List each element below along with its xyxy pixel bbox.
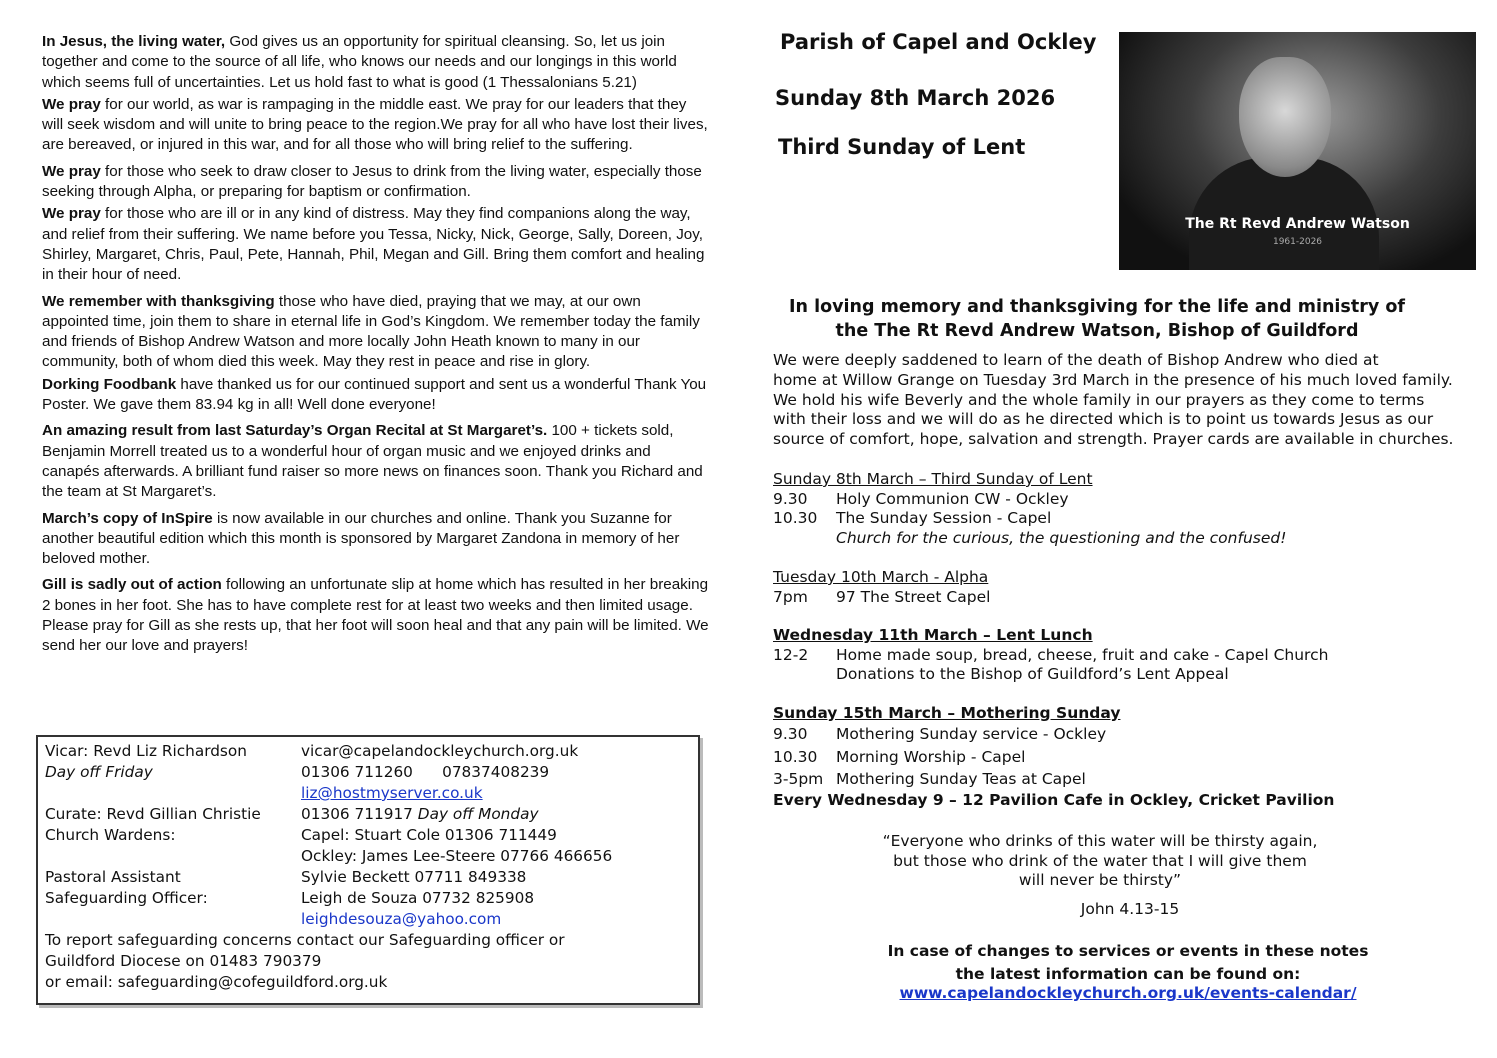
bishop-photo [1119, 32, 1476, 270]
report-line: or email: safeguarding@cofeguildford.org.uk [45, 973, 388, 991]
photo-years: 1961-2026 [1272, 237, 1323, 247]
events-calendar-link[interactable]: www.capelandockleychurch.org.uk/events-calendar/ [899, 984, 1357, 1002]
scripture-quote: “Everyone who drinks of this water will be thirsty again, but those who drink of the water that I will give them will never be thirsty” John 4.13-15 [820, 832, 1380, 919]
schedule-wednesday-11 [773, 626, 1473, 685]
memorial-text: We were deeply saddened to learn of the death of Bishop Andrew who died at home at Willow Grange on Tuesday 3rd March in the presence of his much loved family. We hold his wife Beverly and the whole family in our prayers as they come to terms with their loss and we will do as he directed which is to point us towards Jesus as our source of comfort, hope, salvation and strength. Prayer cards are available in churches. [773, 351, 1454, 449]
memorial-title: In loving memory and thanksgiving for the life and ministry of the The Rt Revd Andrew Watson, Bishop of Guildford [789, 297, 1405, 341]
contact-row-safeguarding: Safeguarding Officer: Leigh de Souza 07732 825908 [45, 889, 535, 907]
notice-paragraph: An amazing result from last Saturday’s Organ Recital at St Margaret’s. 100 + tickets sold, Benjamin Morrell treated us to a wonderful hour of organ music and we enjoyed drinks and canapés afterwards. A brilliant fund raiser so more news on finances soon. Thank you Richard and the team at St Margaret’s. [42, 422, 703, 501]
schedule-row: 10.30 Morning Worship - Capel [773, 747, 1026, 766]
schedule-row: 9.30 Holy Communion CW - Ockley [773, 489, 1069, 508]
notice-paragraph: Dorking Foodbank have thanked us for our continued support and sent us a wonderful Thank You Poster. We gave them 83.94 kg in all! Well done everyone! [42, 375, 707, 414]
schedule-note: Church for the curious, the questioning and the confused! [836, 528, 1287, 547]
events-calendar-link-wrap [848, 984, 1408, 1004]
parish-title: Parish of Capel and Ockley [780, 30, 1097, 54]
schedule-tuesday-10 [773, 568, 1473, 607]
schedule-sunday-8 [773, 470, 1473, 548]
notice-paragraph: March’s copy of InSpire is now available in our churches and online. Thank you Suzanne for another beautiful edition which this month is sponsored by Margaret Zandona in memory of her beloved mother. [42, 509, 680, 568]
contact-row-wardens: Church Wardens: Capel: Stuart Cole 01306 711449 [45, 826, 557, 844]
weekly-event: Every Wednesday 9 – 12 Pavilion Cafe in Ockley, Cricket Pavilion [773, 790, 1335, 809]
contact-row-safeguarding-email [45, 909, 698, 930]
schedule-heading: Sunday 15th March – Mothering Sunday [773, 704, 1121, 722]
notice-paragraph: In Jesus, the living water, God gives us an opportunity for spiritual cleansing. So, let us join together and come to the source of all life, who knows our needs and our longings in this world which seems full of uncertainties. Let us hold fast to what is good (1 Thessalonians 5.21) [42, 33, 677, 91]
safeguarding-email[interactable]: leighdesouza@yahoo.com [301, 910, 502, 928]
photo-figure-face [1239, 57, 1331, 177]
schedule-heading: Tuesday 10th March - Alpha [773, 568, 989, 586]
service-date: Sunday 8th March 2026 [775, 86, 1056, 110]
schedule-heading: Sunday 8th March – Third Sunday of Lent [773, 470, 1093, 488]
quote-reference: John 4.13-15 [1080, 899, 1180, 918]
schedule-row: 9.30 Mothering Sunday service - Ockley [773, 725, 1107, 743]
schedule-heading: Wednesday 11th March – Lent Lunch [773, 626, 1093, 644]
vicar-email-link[interactable]: liz@hostmyserver.co.uk [301, 784, 483, 802]
schedule-row: 12-2 Home made soup, bread, cheese, fruit and cake - Capel Church [773, 645, 1329, 664]
schedule-row: 3-5pm Mothering Sunday Teas at Capel [773, 770, 1086, 788]
occasion-title: Third Sunday of Lent [778, 135, 1026, 159]
contact-row-vicar: Vicar: Revd Liz Richardson vicar@capelandockleychurch.org.uk [45, 742, 579, 760]
schedule-row: 10.30 The Sunday Session - Capel [773, 509, 1052, 527]
notices-column [42, 32, 710, 659]
schedule-sunday-15 [773, 704, 1473, 810]
schedule-note: Donations to the Bishop of Guildford’s Lent Appeal [836, 665, 1229, 683]
report-line: Guildford Diocese on 01483 790379 [45, 952, 322, 970]
notice-paragraph: We pray for our world, as war is rampaging in the middle east. We pray for our leaders that they will seek wisdom and will unite to bring peace to the region.We pray for all who have lost their lives, are bereaved, or injured in this war, and for all those who will bring relief to the suffering. [42, 95, 708, 154]
contact-row-wardens-ockley: Ockley: James Lee-Steere 07766 466656 [301, 847, 613, 865]
schedule-row: 7pm 97 The Street Capel [773, 587, 991, 606]
photo-caption: The Rt Revd Andrew Watson [1185, 216, 1410, 232]
contact-row-vicar-email [45, 783, 698, 804]
contact-row-curate: Curate: Revd Gillian Christie 01306 711917 Day off Monday [45, 805, 539, 823]
notice-paragraph: We remember with thanksgiving those who have died, praying that we may, at our own appointed time, join them to share in eternal life in God’s Kingdom. We remember today the family and friends of Bishop Andrew Watson and more locally John Heath known to many in our community, both of whom died this week. May they rest in peace and rise in glory. [42, 292, 700, 371]
report-line: To report safeguarding concerns contact our Safeguarding officer or [45, 931, 565, 949]
notice-paragraph: We pray for those who seek to draw closer to Jesus to drink from the living water, especially those seeking through Alpha, or preparing for baptism or confirmation. [42, 162, 702, 201]
contact-row-vicar-phone: Day off Friday 01306 711260 07837408239 [45, 763, 550, 781]
notice-paragraph: We pray for those who are ill or in any kind of distress. May they find companions along the way, and relief from their suffering. We name before you Tessa, Nicky, Nick, George, Sally, Doreen, Joy, Shirley, Margaret, Chris, Paul, Pete, Hannah, Phil, Megan and Gill. Bring them comfort and healing in their hour of need. [42, 205, 705, 284]
notice-paragraph: Gill is sadly out of action following an unfortunate slip at home which has resulted in her breaking 2 bones in her foot. She has to have complete rest for at least two weeks and then limited usage. Please pray for Gill as she rests up, that her foot will soon heal and that any pain will be limited. We send her our love and prayers! [42, 576, 709, 655]
contact-box [36, 735, 700, 1005]
contact-row-pastoral: Pastoral Assistant Sylvie Beckett 07711 849338 [45, 868, 527, 886]
footer-notice: In case of changes to services or events in these notes the latest information can be found on: [887, 942, 1369, 983]
